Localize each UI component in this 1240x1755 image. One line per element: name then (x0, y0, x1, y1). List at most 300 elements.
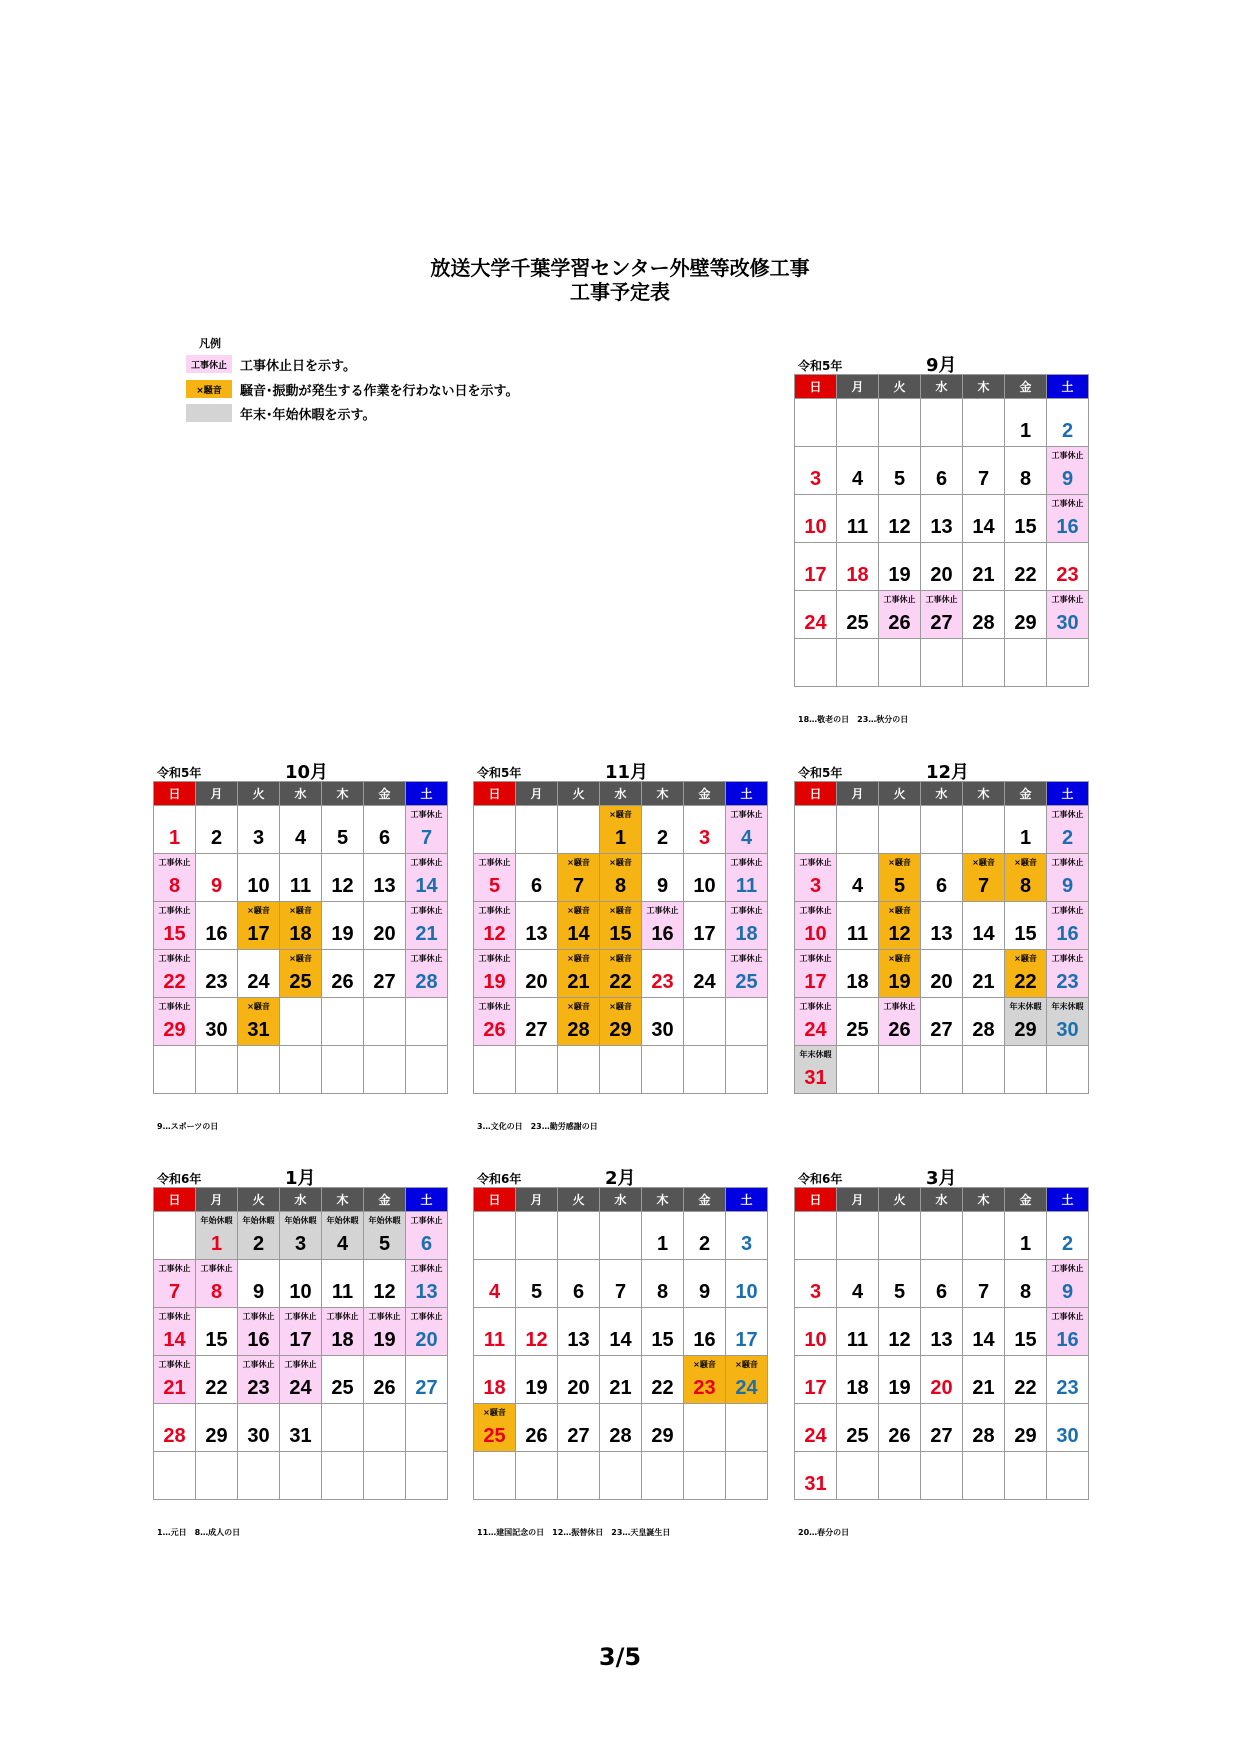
day-cell (837, 543, 879, 591)
day-cell (238, 1404, 280, 1452)
day-number: 13 (930, 516, 953, 538)
empty-day-cell (406, 1404, 448, 1452)
weekday-header-row (154, 782, 448, 806)
day-cell (280, 1404, 322, 1452)
day-cell (921, 1308, 963, 1356)
day-status-tag: 工事休止 (1051, 810, 1084, 819)
day-cell (196, 998, 238, 1046)
day-number: 13 (373, 875, 396, 897)
day-number: 4 (851, 1281, 864, 1303)
day-status-tag: ×騒音 (972, 858, 995, 867)
day-cell (238, 1260, 280, 1308)
day-number: 8 (1019, 1281, 1032, 1303)
day-cell (1047, 591, 1089, 639)
weekday-header: 月 (516, 1188, 558, 1212)
day-number: 5 (378, 1233, 391, 1255)
week-row (154, 998, 448, 1046)
weekday-header: 土 (1047, 375, 1089, 399)
day-cell (154, 1404, 196, 1452)
holiday-note: 1…元日 8…成人の日 (157, 1528, 241, 1537)
day-status-tag: 工事休止 (242, 1360, 275, 1369)
day-number: 10 (804, 516, 827, 538)
day-status-tag: ×騒音 (289, 954, 312, 963)
day-number: 26 (331, 971, 354, 993)
day-cell (1047, 806, 1089, 854)
day-number: 17 (804, 971, 827, 993)
day-cell (516, 854, 558, 902)
day-cell (474, 854, 516, 902)
empty-day-cell (837, 806, 879, 854)
week-row (795, 543, 1089, 591)
day-number: 20 (930, 564, 953, 586)
day-number: 15 (163, 923, 186, 945)
calendar-month: 2月 (605, 1168, 636, 1189)
day-number: 4 (851, 875, 864, 897)
weekday-header: 木 (322, 1188, 364, 1212)
week-row (795, 1356, 1089, 1404)
day-cell (280, 902, 322, 950)
day-number: 31 (804, 1473, 827, 1495)
empty-day-cell (238, 1452, 280, 1500)
day-cell (600, 950, 642, 998)
day-cell (516, 1260, 558, 1308)
holiday-note: 9…スポーツの日 (157, 1122, 219, 1131)
day-number: 10 (693, 875, 716, 897)
day-cell (642, 1212, 684, 1260)
empty-day-cell (726, 1046, 768, 1094)
day-number: 31 (289, 1425, 312, 1447)
day-number: 15 (651, 1329, 674, 1351)
empty-day-cell (837, 1452, 879, 1500)
empty-day-cell (558, 1212, 600, 1260)
day-cell (1047, 1260, 1089, 1308)
empty-day-cell (280, 998, 322, 1046)
day-number: 1 (1019, 827, 1032, 849)
day-number: 23 (1056, 1377, 1079, 1399)
empty-day-cell (963, 1046, 1005, 1094)
week-row (474, 1212, 768, 1260)
day-number: 9 (210, 875, 223, 897)
day-number: 24 (804, 1425, 827, 1447)
day-number: 23 (651, 971, 674, 993)
day-cell (1047, 543, 1089, 591)
empty-day-cell (1005, 639, 1047, 687)
day-cell (1005, 399, 1047, 447)
day-status-tag: 工事休止 (410, 954, 443, 963)
day-cell (921, 902, 963, 950)
week-row (474, 1356, 768, 1404)
day-status-tag: ×騒音 (483, 1408, 506, 1417)
day-number: 6 (935, 468, 948, 490)
day-cell (406, 1356, 448, 1404)
day-number: 2 (210, 827, 223, 849)
day-cell (963, 1356, 1005, 1404)
day-status-tag: 年始休暇 (284, 1216, 317, 1225)
day-cell (921, 447, 963, 495)
day-cell (879, 495, 921, 543)
calendar-grid (473, 1187, 768, 1500)
day-number: 29 (651, 1425, 674, 1447)
day-cell (963, 1308, 1005, 1356)
week-row (474, 1452, 768, 1500)
day-number: 7 (168, 1281, 181, 1303)
day-number: 24 (693, 971, 716, 993)
week-row (795, 447, 1089, 495)
day-cell (921, 854, 963, 902)
day-number: 12 (888, 923, 911, 945)
day-cell (154, 998, 196, 1046)
day-cell (154, 902, 196, 950)
day-status-tag: 年始休暇 (242, 1216, 275, 1225)
week-row (474, 1046, 768, 1094)
legend-item-noise (186, 380, 518, 398)
day-cell (1047, 399, 1089, 447)
day-number: 30 (1056, 1019, 1079, 1041)
day-status-tag: 工事休止 (883, 1002, 916, 1011)
day-status-tag: 工事休止 (284, 1312, 317, 1321)
day-cell (474, 1260, 516, 1308)
week-row (795, 495, 1089, 543)
day-cell (921, 950, 963, 998)
day-status-tag: 年末休暇 (1051, 1002, 1084, 1011)
day-status-tag: 工事休止 (799, 1002, 832, 1011)
empty-day-cell (642, 1452, 684, 1500)
weekday-header-row (795, 375, 1089, 399)
day-number: 4 (740, 827, 753, 849)
empty-day-cell (726, 1404, 768, 1452)
legend-text-newyear: 年末･年始休暇を示す。 (240, 407, 376, 423)
day-cell (963, 495, 1005, 543)
day-number: 15 (1014, 923, 1037, 945)
empty-day-cell (963, 639, 1005, 687)
day-number: 14 (567, 923, 590, 945)
weekday-header: 火 (558, 782, 600, 806)
day-cell (1005, 495, 1047, 543)
empty-day-cell (921, 1212, 963, 1260)
day-status-tag: 工事休止 (925, 595, 958, 604)
day-cell (558, 1404, 600, 1452)
day-number: 6 (935, 1281, 948, 1303)
empty-day-cell (322, 1046, 364, 1094)
weekday-header: 火 (238, 1188, 280, 1212)
week-row (154, 1404, 448, 1452)
day-number: 14 (972, 516, 995, 538)
day-number: 21 (972, 564, 995, 586)
day-number: 22 (609, 971, 632, 993)
weekday-header: 火 (879, 375, 921, 399)
day-status-tag: 工事休止 (799, 858, 832, 867)
empty-day-cell (879, 1212, 921, 1260)
day-number: 18 (289, 923, 312, 945)
calendar-feb (473, 1168, 768, 1537)
empty-day-cell (238, 1046, 280, 1094)
day-cell (558, 1308, 600, 1356)
day-status-tag: 工事休止 (200, 1264, 233, 1273)
weekday-header: 火 (238, 782, 280, 806)
day-status-tag: 年末休暇 (1009, 1002, 1042, 1011)
weekday-header-row (795, 1188, 1089, 1212)
day-status-tag: ×騒音 (567, 906, 590, 915)
holiday-note: 11…建国記念の日 12…振替休日 23…天皇誕生日 (477, 1528, 671, 1537)
day-number: 16 (1056, 1329, 1079, 1351)
day-number: 20 (525, 971, 548, 993)
day-cell (684, 1308, 726, 1356)
empty-day-cell (795, 806, 837, 854)
empty-day-cell (364, 1452, 406, 1500)
week-row (795, 1452, 1089, 1500)
empty-day-cell (558, 1452, 600, 1500)
day-number: 19 (888, 564, 911, 586)
day-number: 14 (972, 923, 995, 945)
day-cell (516, 1356, 558, 1404)
day-number: 28 (567, 1019, 590, 1041)
day-status-tag: ×騒音 (1014, 954, 1037, 963)
calendar-era: 令和6年 (477, 1172, 522, 1186)
empty-day-cell (963, 806, 1005, 854)
calendar-era: 令和5年 (477, 766, 522, 780)
day-number: 19 (525, 1377, 548, 1399)
day-cell (726, 1260, 768, 1308)
day-cell (684, 806, 726, 854)
day-number: 5 (893, 468, 906, 490)
day-status-tag: 工事休止 (478, 858, 511, 867)
day-number: 8 (1019, 468, 1032, 490)
week-row (474, 998, 768, 1046)
weekday-header: 金 (684, 782, 726, 806)
day-cell (406, 950, 448, 998)
week-row (474, 1260, 768, 1308)
day-number: 5 (336, 827, 349, 849)
weekday-header: 日 (474, 782, 516, 806)
day-number: 27 (373, 971, 396, 993)
day-cell (600, 998, 642, 1046)
week-row (795, 998, 1089, 1046)
weekday-header-row (154, 1188, 448, 1212)
day-number: 9 (698, 1281, 711, 1303)
day-number: 5 (530, 1281, 543, 1303)
weekday-header: 水 (921, 375, 963, 399)
page-number: 3/5 (598, 1643, 642, 1671)
day-number: 23 (205, 971, 228, 993)
empty-day-cell (963, 399, 1005, 447)
day-number: 14 (415, 875, 438, 897)
day-number: 11 (735, 875, 758, 897)
day-cell (364, 1212, 406, 1260)
empty-day-cell (154, 1046, 196, 1094)
day-number: 26 (888, 612, 911, 634)
day-cell (322, 1260, 364, 1308)
weekday-header: 月 (837, 782, 879, 806)
legend-text-noise: 騒音･振動が発生する作業を行わない日を示す。 (240, 383, 519, 399)
day-number: 2 (1061, 827, 1074, 849)
weekday-header: 水 (600, 782, 642, 806)
week-row (795, 1404, 1089, 1452)
empty-day-cell (1005, 1046, 1047, 1094)
day-cell (1047, 1404, 1089, 1452)
day-number: 9 (1061, 468, 1074, 490)
day-number: 16 (651, 923, 674, 945)
weekday-header: 金 (1005, 1188, 1047, 1212)
day-status-tag: 工事休止 (730, 858, 763, 867)
day-status-tag: ×騒音 (567, 1002, 590, 1011)
day-number: 17 (247, 923, 270, 945)
legend-item-newyear (186, 404, 375, 422)
day-number: 25 (289, 971, 312, 993)
day-cell (1005, 1260, 1047, 1308)
empty-day-cell (795, 639, 837, 687)
day-number: 21 (415, 923, 438, 945)
day-number: 22 (1014, 564, 1037, 586)
day-number: 16 (1056, 923, 1079, 945)
day-cell (238, 806, 280, 854)
legend-item-suspend (186, 355, 356, 373)
day-cell (154, 1260, 196, 1308)
day-status-tag: 工事休止 (158, 858, 191, 867)
day-cell (322, 950, 364, 998)
day-cell (642, 806, 684, 854)
legend-swatch-suspend: 工事休止 (186, 355, 232, 373)
empty-day-cell (921, 1046, 963, 1094)
day-cell (364, 902, 406, 950)
empty-day-cell (516, 1046, 558, 1094)
day-number: 18 (483, 1377, 506, 1399)
week-row (795, 1212, 1089, 1260)
day-cell (1047, 495, 1089, 543)
day-cell (322, 1308, 364, 1356)
calendar-era: 令和5年 (157, 766, 202, 780)
weekday-header: 金 (684, 1188, 726, 1212)
empty-day-cell (558, 1046, 600, 1094)
day-status-tag: ×騒音 (693, 1360, 716, 1369)
day-number: 26 (888, 1019, 911, 1041)
day-number: 29 (1014, 612, 1037, 634)
day-cell (280, 806, 322, 854)
day-cell (1047, 1308, 1089, 1356)
day-cell (238, 854, 280, 902)
day-cell (364, 950, 406, 998)
week-row (474, 1308, 768, 1356)
calendar-jan (153, 1168, 448, 1537)
day-cell (1005, 543, 1047, 591)
day-number: 20 (567, 1377, 590, 1399)
day-cell (238, 1212, 280, 1260)
day-cell (364, 806, 406, 854)
day-status-tag: ×騒音 (1014, 858, 1037, 867)
day-cell (795, 902, 837, 950)
weekday-header: 木 (322, 782, 364, 806)
day-cell (322, 854, 364, 902)
day-status-tag: 工事休止 (1051, 858, 1084, 867)
day-number: 3 (698, 827, 711, 849)
day-number: 9 (656, 875, 669, 897)
day-number: 27 (930, 1425, 953, 1447)
weekday-header: 土 (726, 1188, 768, 1212)
day-number: 18 (735, 923, 758, 945)
day-status-tag: 工事休止 (1051, 1264, 1084, 1273)
day-cell (322, 902, 364, 950)
day-status-tag: 工事休止 (158, 1002, 191, 1011)
weekday-header: 木 (642, 1188, 684, 1212)
day-status-tag: 工事休止 (158, 1312, 191, 1321)
day-cell (837, 1308, 879, 1356)
day-cell (963, 543, 1005, 591)
day-number: 23 (1056, 564, 1079, 586)
day-number: 26 (483, 1019, 506, 1041)
day-cell (726, 806, 768, 854)
day-cell (879, 998, 921, 1046)
day-cell (684, 902, 726, 950)
day-cell (516, 1308, 558, 1356)
empty-day-cell (837, 399, 879, 447)
day-number: 2 (1061, 420, 1074, 442)
day-number: 1 (168, 827, 181, 849)
day-cell (879, 950, 921, 998)
weekday-header: 水 (600, 1188, 642, 1212)
day-cell (238, 1356, 280, 1404)
calendar-era: 令和6年 (798, 1172, 843, 1186)
day-number: 9 (1061, 875, 1074, 897)
day-status-tag: 工事休止 (158, 954, 191, 963)
day-number: 12 (373, 1281, 396, 1303)
day-cell (238, 1308, 280, 1356)
day-cell (795, 998, 837, 1046)
day-status-tag: 工事休止 (646, 906, 679, 915)
day-cell (364, 1308, 406, 1356)
day-cell (406, 806, 448, 854)
day-cell (726, 854, 768, 902)
day-cell (921, 1260, 963, 1308)
day-cell (1005, 447, 1047, 495)
day-cell (600, 1308, 642, 1356)
day-cell (600, 1356, 642, 1404)
empty-day-cell (364, 1404, 406, 1452)
day-number: 10 (804, 1329, 827, 1351)
empty-day-cell (406, 998, 448, 1046)
weekday-header: 土 (406, 782, 448, 806)
calendar-grid (794, 1187, 1089, 1500)
day-cell (795, 950, 837, 998)
empty-day-cell (795, 1212, 837, 1260)
day-cell (795, 591, 837, 639)
empty-day-cell (879, 1452, 921, 1500)
day-cell (154, 854, 196, 902)
weekday-header: 水 (921, 782, 963, 806)
day-status-tag: 工事休止 (284, 1360, 317, 1369)
day-status-tag: ×騒音 (247, 906, 270, 915)
day-number: 28 (972, 1019, 995, 1041)
empty-day-cell (837, 1046, 879, 1094)
day-number: 8 (656, 1281, 669, 1303)
empty-day-cell (1005, 1452, 1047, 1500)
day-cell (879, 591, 921, 639)
day-cell (795, 1260, 837, 1308)
day-status-tag: ×騒音 (888, 858, 911, 867)
day-cell (726, 1308, 768, 1356)
day-cell (1047, 902, 1089, 950)
day-number: 13 (415, 1281, 438, 1303)
day-number: 25 (735, 971, 758, 993)
day-number: 24 (289, 1377, 312, 1399)
day-number: 25 (483, 1425, 506, 1447)
day-number: 7 (977, 1281, 990, 1303)
day-cell (1047, 854, 1089, 902)
day-number: 7 (977, 875, 990, 897)
day-number: 17 (735, 1329, 758, 1351)
day-cell (196, 854, 238, 902)
weekday-header: 土 (726, 782, 768, 806)
day-cell (196, 1212, 238, 1260)
day-number: 2 (1061, 1233, 1074, 1255)
